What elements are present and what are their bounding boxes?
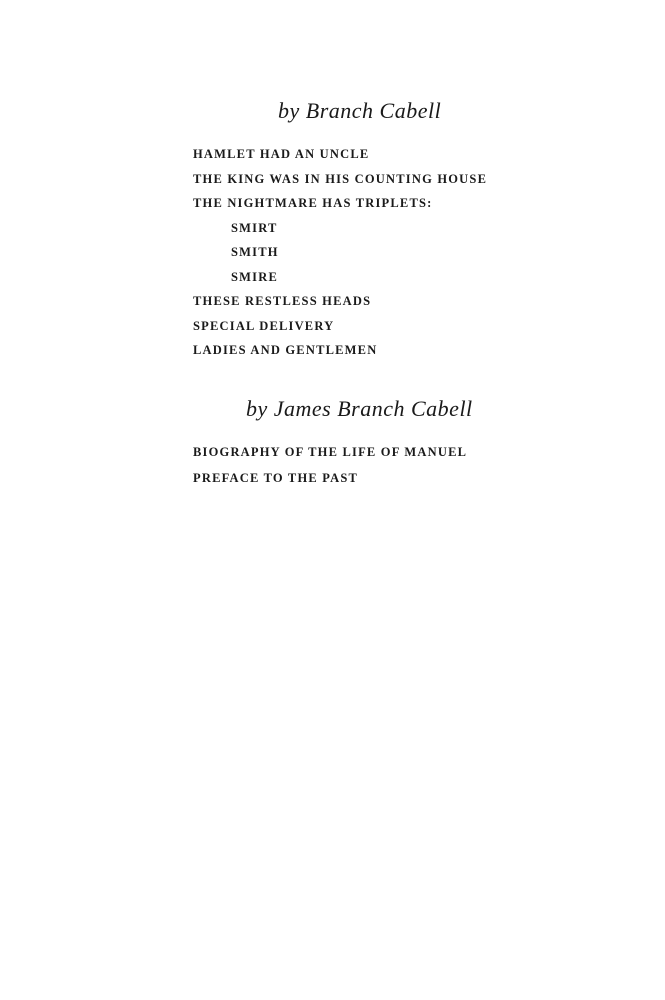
section-heading-james-branch-cabell: by James Branch Cabell — [246, 396, 473, 421]
book-title: SPECIAL DELIVERY — [193, 318, 335, 333]
book-subtitle: SMITH — [231, 245, 279, 259]
book-title: PREFACE TO THE PAST — [193, 471, 359, 485]
book-title: HAMLET HAD AN UNCLE — [193, 147, 370, 161]
book-title: THE NIGHTMARE HAS TRIPLETS: — [193, 196, 433, 210]
book-title: LADIES AND GENTLEMEN — [193, 343, 378, 357]
book-subtitle: SMIRE — [231, 269, 278, 284]
book-title: THESE RESTLESS HEADS — [193, 294, 372, 308]
title-list-branch-cabell — [193, 142, 487, 363]
book-subtitle: SMIRT — [231, 220, 278, 235]
section-heading-branch-cabell: by Branch Cabell — [278, 98, 442, 123]
book-title: BIOGRAPHY OF THE LIFE OF MANUEL — [193, 445, 468, 459]
title-list-james-branch-cabell — [193, 439, 467, 491]
book-title: THE KING WAS IN HIS COUNTING HOUSE — [193, 171, 488, 186]
